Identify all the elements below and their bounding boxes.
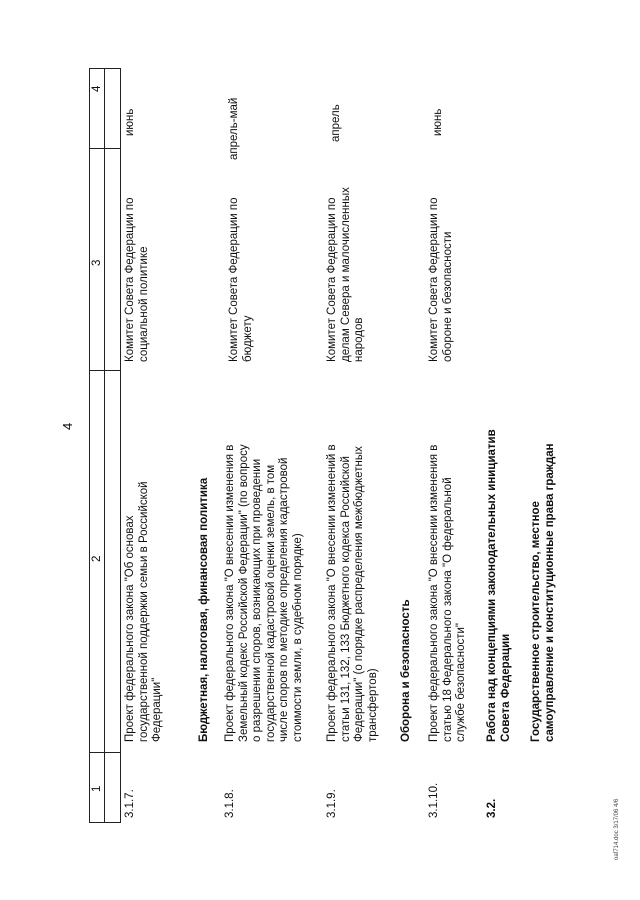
page-number: 4 <box>60 422 75 430</box>
row-description: Проект федерального закона "О внесении изменения в статью 18 Федерального закона "О федеральной службе безопасности" <box>428 444 467 742</box>
table-rule-bottom <box>89 822 121 823</box>
column-header-2: 2 <box>91 555 103 562</box>
row-number: 3.1.7. <box>124 789 136 818</box>
row-number: 3.2. <box>486 798 498 818</box>
row-committee: Комитет Совета Федерации по бюджету <box>228 197 254 362</box>
column-divider-2 <box>89 752 121 753</box>
column-header-4: 4 <box>91 85 103 92</box>
column-header-3: 3 <box>91 259 103 266</box>
column-header-1: 1 <box>91 785 103 792</box>
table-rule-top <box>89 68 121 69</box>
subsection-subheading: Государственное строительство, местное самоуправление и конституционные права граждан <box>530 443 556 742</box>
row-date: апрель-май <box>228 97 240 160</box>
row-description: Проект федерального закона "О внесении изменений в статьи 131, 132, 133 Бюджетного кодекса Российской Федерации" (о порядке распределения межбюджетных трансфертов) <box>326 444 379 742</box>
table-rule-mid <box>104 68 105 822</box>
section-heading: Бюджетная, налоговая, финансовая политика <box>198 477 210 742</box>
row-date: апрель <box>330 104 342 142</box>
row-committee: Комитет Совета Федерации по обороне и безопасности <box>428 197 454 362</box>
row-number: 3.1.10. <box>428 782 440 818</box>
row-date: июнь <box>124 108 136 136</box>
column-divider-4 <box>89 148 121 149</box>
row-number: 3.1.9. <box>326 789 338 818</box>
column-divider-3 <box>89 370 121 371</box>
row-number: 3.1.8. <box>224 789 236 818</box>
table-rule-right <box>120 68 121 822</box>
footer-code: oaf714.doc 3/17/06 4/6 <box>614 798 620 860</box>
row-description: Проект федерального закона "О внесении изменения в Земельный кодекс Российской Федерации" (по вопросу о разрешении споров, возникающих при проведении государственной кадастровой оценки земель, в том числе споров по методике определения кадастровой стоимости земли, в судебном порядке) <box>224 444 304 742</box>
row-description: Проект федерального закона "Об основах государственной поддержки семьи в Российской Федерации" <box>124 481 163 742</box>
subsection-heading: Работа над концепциями законодательных инициатив Совета Федерации <box>486 429 512 742</box>
row-committee: Комитет Совета Федерации по социальной политике <box>124 197 150 362</box>
table-rule-left <box>89 68 90 822</box>
row-date: июнь <box>432 108 444 136</box>
section-heading: Оборона и безопасность <box>400 599 412 742</box>
row-committee: Комитет Совета Федерации по делам Севера и малочисленных народов <box>326 187 365 362</box>
